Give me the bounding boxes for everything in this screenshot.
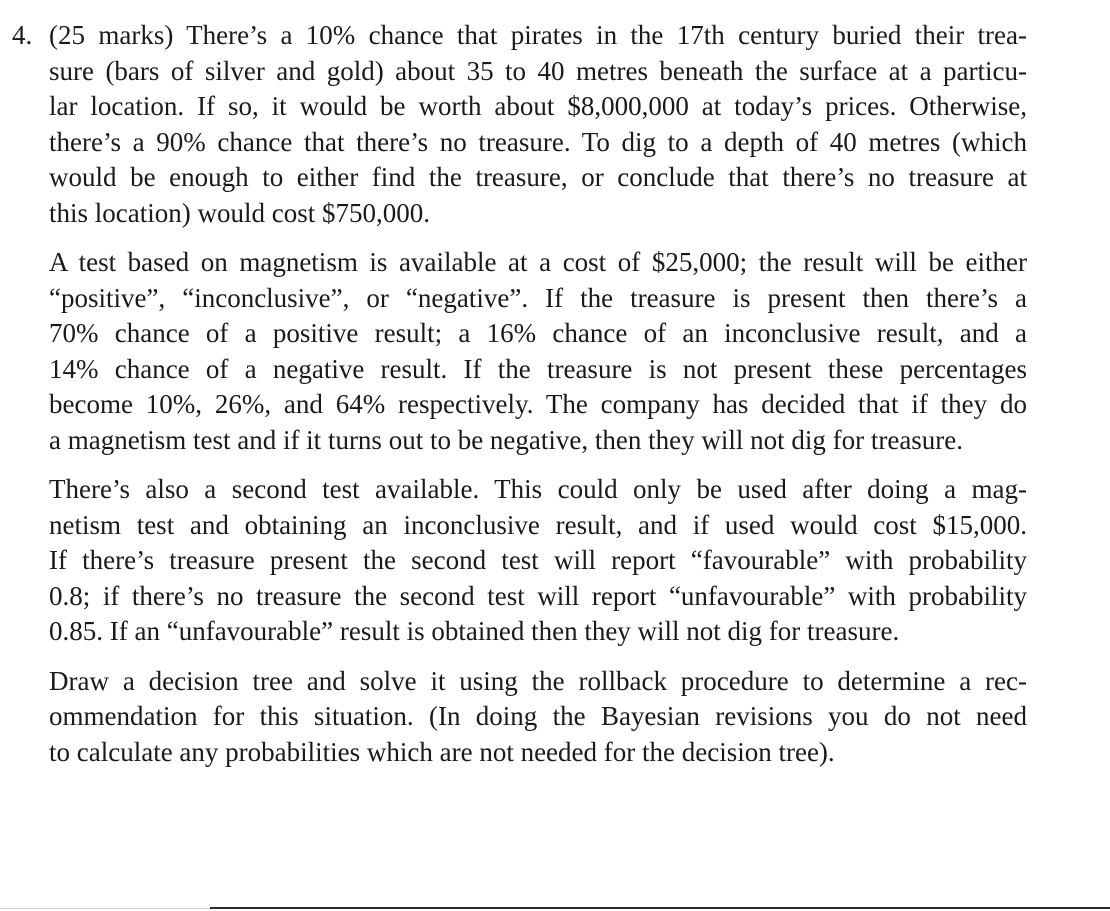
- text-line: 0.85. If an “unfavourable” result is obtained then they will not dig for treasure.: [49, 616, 900, 646]
- text-line: sure (bars of silver and gold) about 35 to 40 metres beneath the surface at a particu-: [49, 55, 1027, 86]
- page-bottom-rule: [210, 907, 1110, 909]
- text-line: 0.8; if there’s no treasure the second test will report “unfavourable” with probability: [49, 580, 1027, 611]
- text-line: become 10%, 26%, and 64% respectively. The company has decided that if they do: [49, 389, 1027, 419]
- text-line: this location) would cost $750,000.: [49, 197, 430, 228]
- text-line: “positive”, “inconclusive”, or “negative”. If the treasure is present then there’s a: [49, 282, 1027, 313]
- paragraph-instructions: [49, 664, 1027, 771]
- text-line: Draw a decision tree and solve it using the rollback procedure to determine a rec-: [49, 665, 1027, 696]
- text-line: If there’s treasure present the second test will report “favourable” with probability: [49, 545, 1027, 575]
- paragraph-second-test: [49, 472, 1027, 650]
- text-line: netism test and obtaining an inconclusive result, and if used would cost $15,000.: [49, 509, 1027, 540]
- text-line: a magnetism test and if it turns out to be negative, then they will not dig for treasure.: [49, 424, 964, 455]
- text-line: ommendation for this situation. (In doing the Bayesian revisions you do not need: [49, 701, 1027, 731]
- text-line: (25 marks) There’s a 10% chance that pirates in the 17th century buried their trea-: [49, 20, 1027, 50]
- text-line: there’s a 90% chance that there’s no treasure. To dig to a depth of 40 metres (which: [49, 126, 1027, 157]
- text-line: A test based on magnetism is available at a cost of $25,000; the result will be either: [49, 247, 1027, 277]
- page-edge-divider: [0, 908, 210, 909]
- text-line: would be enough to either find the treasure, or conclude that there’s no treasure at: [49, 162, 1027, 192]
- text-line: There’s also a second test available. This could only be used after doing a mag-: [49, 474, 1027, 504]
- text-line: lar location. If so, it would be worth about $8,000,000 at today’s prices. Otherwise,: [49, 91, 1027, 121]
- text-line: to calculate any probabilities which are not needed for the decision tree).: [49, 736, 835, 767]
- problem-body: [49, 18, 1027, 784]
- paragraph-scenario: [49, 18, 1027, 231]
- paragraph-magnetism-test: [49, 245, 1027, 458]
- problem-number: 4.: [12, 20, 33, 50]
- text-line: 14% chance of a negative result. If the treasure is not present these percentages: [49, 353, 1027, 384]
- text-line: 70% chance of a positive result; a 16% chance of an inconclusive result, and a: [49, 318, 1027, 348]
